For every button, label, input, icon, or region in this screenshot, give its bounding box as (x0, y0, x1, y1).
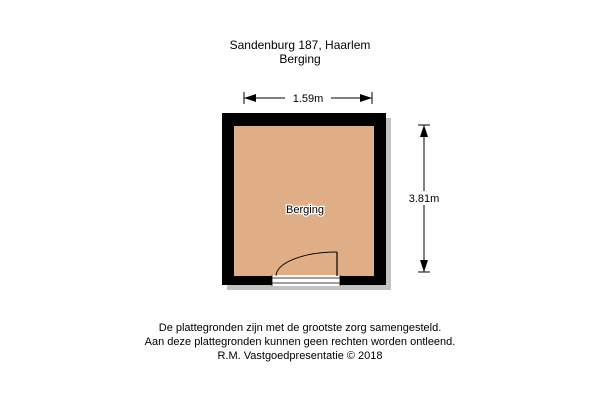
room-title: Berging (279, 52, 321, 66)
room-floor (234, 126, 374, 276)
disclaimer-line-2: Aan deze plattegronden kunnen geen rechten worden ontleend. (144, 336, 456, 348)
room-label: Berging (286, 204, 324, 216)
width-arrow-left (244, 94, 256, 102)
copyright-line: R.M. Vastgoedpresentatie © 2018 (217, 350, 383, 362)
width-arrow-right (360, 94, 372, 102)
depth-arrow-bottom (420, 260, 428, 272)
door-opening (272, 275, 340, 286)
disclaimer-line-1: De plattegronden zijn met de grootste zorg samengesteld. (158, 322, 442, 334)
depth-dimension-label: 3.81m (408, 193, 440, 205)
property-address: Sandenburg 187, Haarlem (229, 38, 371, 52)
depth-arrow-top (420, 125, 428, 137)
width-dimension-label: 1.59m (292, 93, 324, 105)
